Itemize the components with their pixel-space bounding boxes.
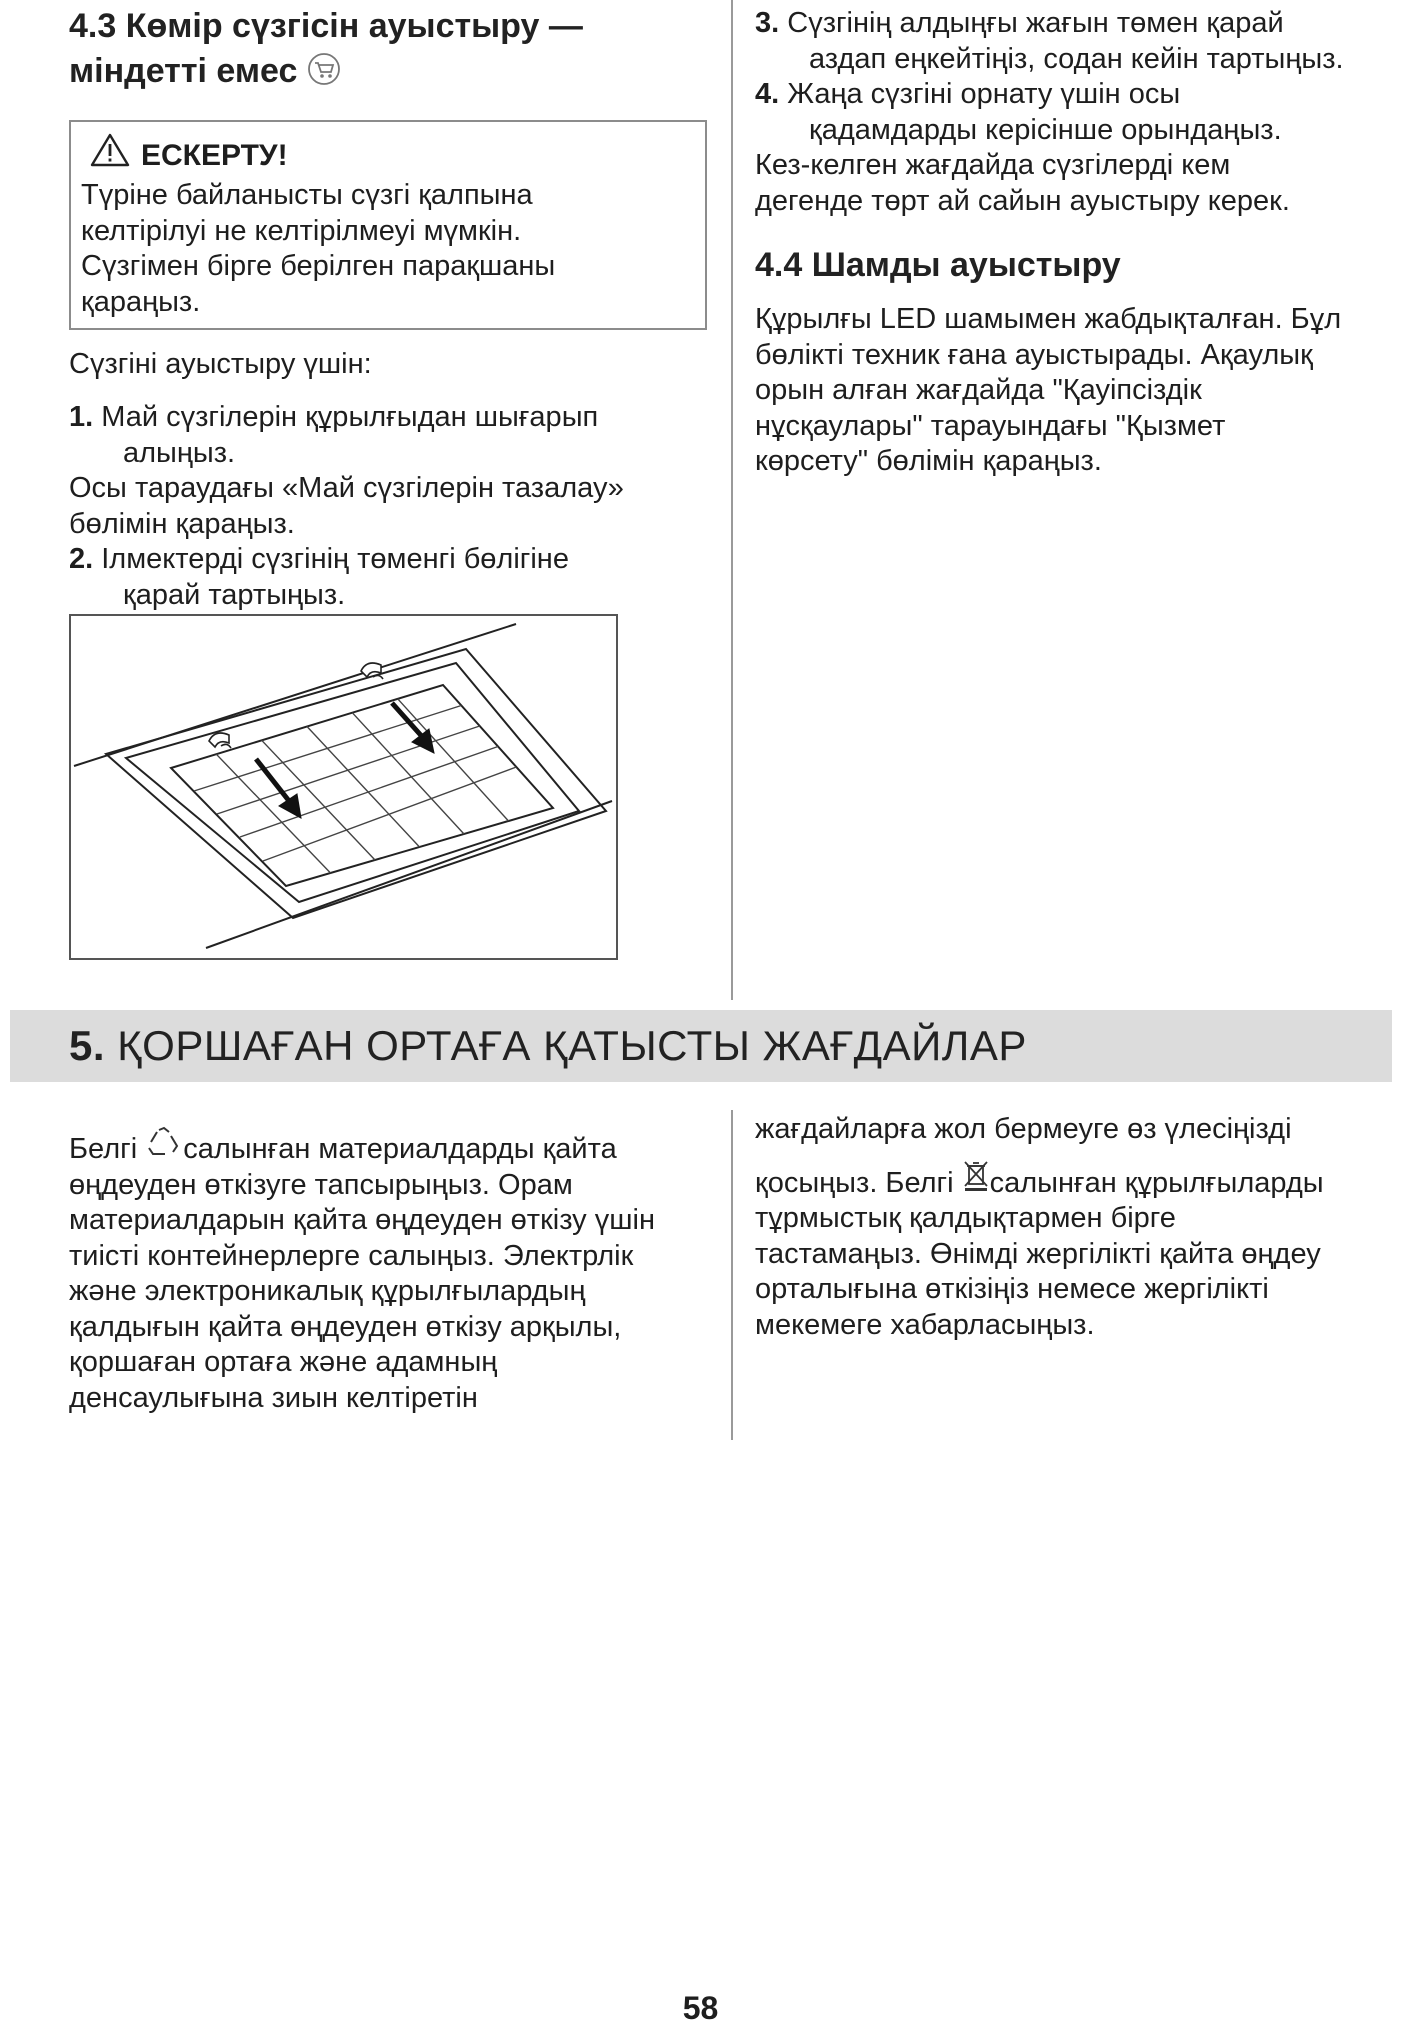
frequency-line: дегенде төрт ай сайын ауыстыру керек. <box>755 184 1290 217</box>
env-line: тиісті контейнерлерге салыңыз. Электрлік <box>69 1239 634 1272</box>
step-number: 1. <box>69 401 94 433</box>
step-text: Ілмектерді сүзгінің төменгі бөлігіне <box>93 543 569 575</box>
warning-box <box>69 120 707 330</box>
lamp-line: көрсету" бөлімін қараңыз. <box>755 445 1102 477</box>
warning-line: Сүзгімен бірге берілген парақшаны <box>81 250 556 282</box>
step-text-cont: қадамдарды керісінше орындаңыз. <box>809 113 1282 146</box>
note-line: бөлімін қараңыз. <box>69 507 295 540</box>
env-line: қалдығын қайта өңдеуден өткізу арқылы, <box>69 1310 622 1343</box>
step-text: Май сүзгілерін құрылғыдан шығарып <box>93 401 599 433</box>
env-line: мекемеге хабарласыңыз. <box>755 1308 1095 1341</box>
env-text: салынған материалдарды қайта <box>183 1133 617 1165</box>
lamp-line: нұсқаулары" тарауындағы "Қызмет <box>755 409 1226 442</box>
env-text: Белгі <box>69 1133 146 1165</box>
step-text: Сүзгінің алдыңғы жағын төмен қарай <box>779 7 1284 39</box>
env-line: материалдарын қайта өңдеуден өткізу үшін <box>69 1204 655 1236</box>
env-line: және электроникалық құрылғылардың <box>69 1275 586 1307</box>
warning-triangle-icon <box>89 132 131 179</box>
step-text-cont: қарай тартыңыз. <box>123 578 346 611</box>
filter-drawing <box>71 616 616 958</box>
env-line: қоршаған ортаға және адамның <box>69 1346 498 1378</box>
step-number: 4. <box>755 78 780 110</box>
warning-line: Түріне байланысты сүзгі қалпына <box>81 179 533 211</box>
lamp-line: бөлікті техник ғана ауыстырады. Ақаулық <box>755 338 1313 371</box>
section-5-number: 5. <box>69 1022 106 1069</box>
section-4-4-text <box>755 302 1341 480</box>
warning-line: келтірілуі не келтірілмеуі мүмкін. <box>81 214 522 247</box>
frequency-line: Кез-келген жағдайда сүзгілерді кем <box>755 149 1231 181</box>
section-4-3-title <box>69 4 583 98</box>
filter-illustration <box>69 614 618 960</box>
page-number: 58 <box>682 1990 719 2026</box>
lamp-line: Құрылғы LED шамымен жабдықталған. Бұл <box>755 303 1342 335</box>
env-line: тұрмыстық қалдықтармен бірге <box>755 1202 1176 1234</box>
env-line: тастамаңыз. Өнімді жергілікті қайта өңдеу <box>755 1237 1321 1270</box>
section-4-3-title-line2-row <box>69 49 583 98</box>
replace-intro: Сүзгіні ауыстыру үшін: <box>69 348 372 380</box>
lamp-line: орын алған жағдайда "Қауіпсіздік <box>755 374 1202 406</box>
env-line: денсаулығына зиын келтіретін <box>69 1381 478 1414</box>
step-text-cont: алыңыз. <box>123 436 236 469</box>
note-line: Осы тараудағы «Май сүзгілерін тазалау» <box>69 472 624 504</box>
recycle-icon <box>145 1126 183 1166</box>
section-5-title <box>10 1010 1392 1082</box>
column-divider-bottom <box>731 1110 733 1440</box>
section-5-title-text: ҚОРШАҒАН ОРТАҒА ҚАТЫСТЫ ЖАҒДАЙЛАР <box>105 1022 1027 1069</box>
shopping-cart-icon <box>307 52 341 98</box>
step-text-cont: аздап еңкейтіңіз, содан кейін тартыңыз. <box>809 42 1344 75</box>
step-number: 2. <box>69 543 94 575</box>
section-5-right-text <box>755 1112 1395 1343</box>
warning-title: ЕСКЕРТУ! <box>141 138 288 172</box>
replace-frequency <box>755 148 1290 219</box>
section-4-4-title: 4.4 Шамды ауыстыру <box>755 246 1121 284</box>
env-line-first <box>69 1126 719 1168</box>
section-4-3-title-line1: 4.3 Көмір сүзгісін ауыстыру — <box>69 7 583 45</box>
step-number: 3. <box>755 7 780 39</box>
warning-text <box>81 178 555 320</box>
step-2 <box>69 542 719 613</box>
step-3 <box>755 6 1395 77</box>
env-line: жағдайларға жол бермеуге өз үлесіңізді <box>755 1113 1292 1145</box>
env-text: қосыңыз. Белгі <box>755 1166 962 1199</box>
warning-header <box>89 132 288 179</box>
section-5-banner <box>10 1010 1392 1082</box>
step-text: Жаңа сүзгіні орнату үшін осы <box>779 78 1181 110</box>
crossed-bin-icon <box>962 1160 990 1202</box>
section-4-3-title-line2: міндетті емес <box>69 52 298 90</box>
grease-filter-note <box>69 471 624 542</box>
column-divider-top <box>731 0 733 1000</box>
step-1 <box>69 400 719 471</box>
step-4 <box>755 77 1395 148</box>
env-line-weee <box>755 1160 1395 1202</box>
section-5-left-text <box>69 1126 719 1416</box>
warning-line: қараңыз. <box>81 285 201 318</box>
env-text: салынған құрылғыларды <box>989 1166 1324 1199</box>
env-line: өңдеуден өткізуге тапсырыңыз. Орам <box>69 1168 573 1201</box>
env-line: орталығына өткізіңіз немесе жергілікті <box>755 1273 1269 1305</box>
